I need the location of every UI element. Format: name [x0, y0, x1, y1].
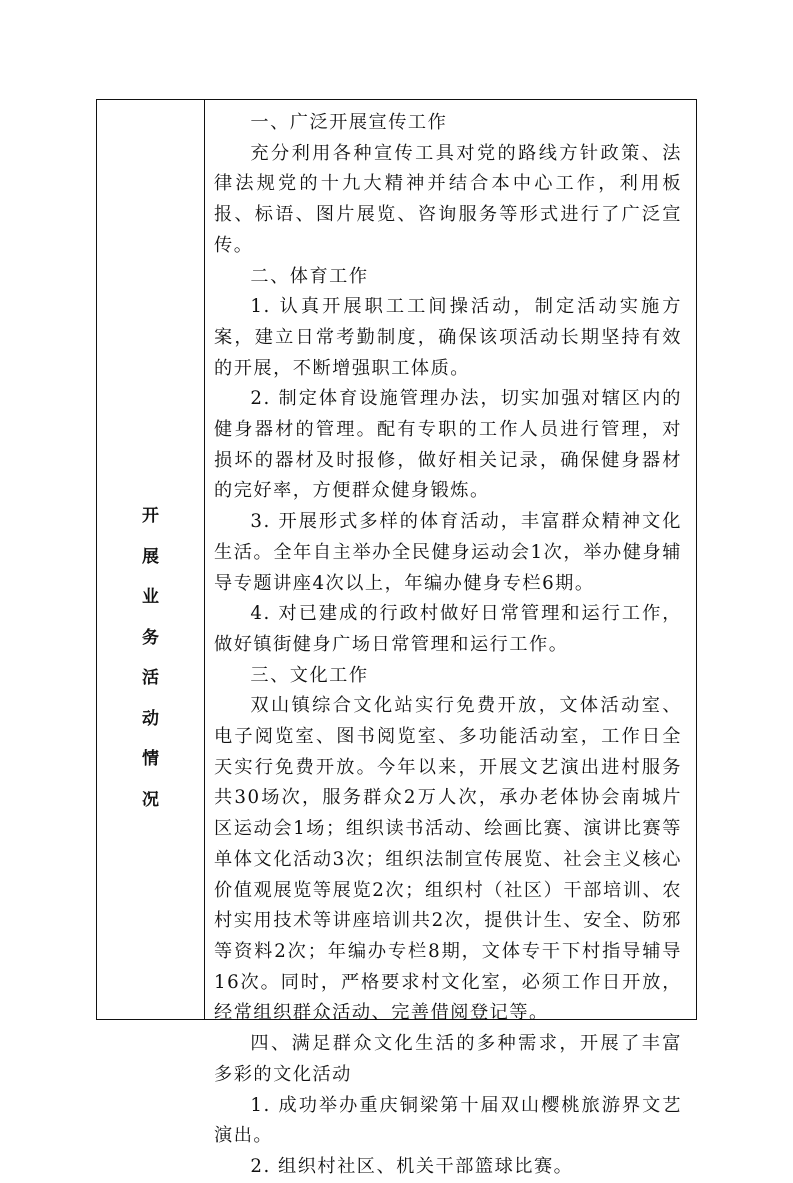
section-heading-culture: 三、文化工作 — [250, 664, 369, 686]
row-label — [97, 508, 204, 832]
row-label-char: 业 — [142, 587, 159, 607]
paragraph-sports-1: 1. 认真开展职工工间操活动，制定活动实施方案，建立日常考勤制度，确保该项活动长期坚持有效的开展，不断增强职工体质。 — [214, 296, 682, 379]
paragraph-sports-2: 2. 制定体育设施管理办法，切实加强对辖区内的健身器材的管理。配有专职的工作人员进行管理，对损坏的器材及时报修，做好相关记录，确保健身器材的完好率，方便群众健身锻炼。 — [214, 388, 682, 502]
paragraph-activities-1: 1. 成功举办重庆铜梁第十届双山樱桃旅游界文艺演出。 — [214, 1094, 682, 1147]
section-heading-publicity: 一、广泛开展宣传工作 — [250, 112, 448, 133]
row-label-char: 动 — [142, 708, 159, 729]
activity-table — [96, 99, 697, 1177]
row-label-char: 况 — [142, 789, 159, 810]
row-label-char: 活 — [142, 668, 159, 688]
row-label-char: 展 — [142, 546, 159, 567]
paragraph-publicity: 充分利用各种宣传工具对党的路线方针政策、法律法规党的十九大精神并结合本中心工作，利用板报、标语、图片展览、咨询服务等形式进行了广泛宣传。 — [214, 142, 682, 256]
paragraph-activities-2: 2. 组织村社区、机关干部篮球比赛。 — [250, 1155, 574, 1177]
paragraph-sports-4: 4. 对已建成的行政村做好日常管理和运行工作，做好镇街健身广场日常管理和运行工作。 — [214, 603, 682, 655]
section-heading-sports: 二、体育工作 — [250, 265, 369, 287]
paragraph-sports-3: 3. 开展形式多样的体育活动，丰富群众精神文化生活。全年自主举办全民健身运动会1次，举办健身辅导专题讲座4次以上，年编办健身专栏6期。 — [214, 511, 682, 594]
section-heading-activities: 四、满足群众文化生活的多种需求，开展了丰富多彩的文化活动 — [214, 1033, 682, 1085]
row-label-char: 情 — [142, 749, 159, 769]
row-label-cell — [97, 100, 205, 1019]
row-label-char: 开 — [142, 506, 159, 526]
content-cell — [205, 100, 696, 1177]
row-label-char: 务 — [142, 627, 159, 648]
paragraph-culture: 双山镇综合文化站实行免费开放，文体活动室、电子阅览室、图书阅览室、多功能活动室，工作日全天实行免费开放。今年以来，开展文艺演出进村服务共30场次，服务群众2万人次，承办老体协会南城片区运动会1场；组织读书活动、绘画比赛、演讲比赛等单体文化活动3次；组织法制宣传展览、社会主义核心价值观展览等展览2次；组织村（社区）干部培训、农村实用技术等讲座培训共2次，提供计生、安全、防邪等资料2次；年编办专栏8期，文体专干下村指导辅导16次。同时，严格要求村文化室，必须工作日开放，经常组织群众活动、完善借阅登记等。 — [214, 695, 682, 1024]
